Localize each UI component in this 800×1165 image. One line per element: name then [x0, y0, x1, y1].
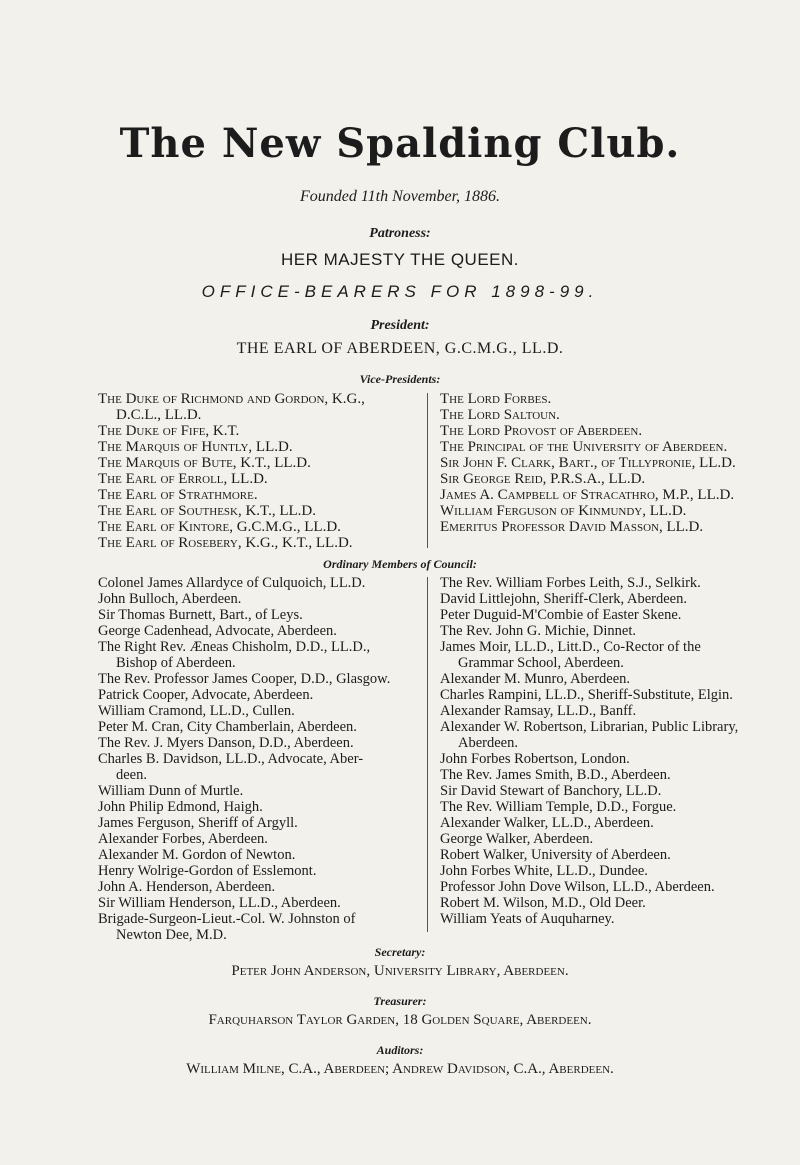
council-item: William Dunn of Murtle.	[98, 783, 244, 799]
council-item: James Ferguson, Sheriff of Argyll.	[98, 815, 298, 831]
council-item: Professor John Dove Wilson, LL.D., Aberdeen.	[440, 879, 715, 895]
vp-item: The Lord Saltoun.	[440, 407, 560, 423]
council-item: John Bulloch, Aberdeen.	[98, 591, 242, 607]
council-item: John Forbes White, LL.D., Dundee.	[440, 863, 648, 879]
council-item: The Rev. James Smith, B.D., Aberdeen.	[440, 767, 671, 783]
vp-item: The Duke of Richmond and Gordon, K.G.,	[98, 391, 365, 407]
council-left	[98, 575, 428, 943]
vp-item: William Ferguson of Kinmundy, LL.D.	[440, 503, 687, 519]
secretary-label: Secretary:	[374, 945, 426, 959]
office-bearers-heading: OFFICE-BEARERS FOR 1898-99.	[201, 282, 599, 301]
council-item: Peter Duguid-M'Combie of Easter Skene.	[440, 607, 682, 623]
council-item: William Cramond, LL.D., Cullen.	[98, 703, 295, 719]
council-item: The Rev. J. Myers Danson, D.D., Aberdeen.	[98, 735, 354, 751]
vp-item: The Earl of Erroll, LL.D.	[98, 471, 268, 487]
vp-item: The Earl of Kintore, G.C.M.G., LL.D.	[98, 519, 341, 535]
secretary-name: Peter John Anderson, University Library, Aberdeen.	[231, 963, 569, 979]
vp-item: Sir John F. Clark, Bart., of Tillypronie, LL.D.	[440, 455, 736, 471]
council-item: Sir William Henderson, LL.D., Aberdeen.	[98, 895, 341, 911]
council-item: James Moir, LL.D., Litt.D., Co-Rector of the	[440, 639, 701, 655]
vp-item: James A. Campbell of Stracathro, M.P., LL.D.	[440, 487, 735, 503]
vp-item: The Earl of Southesk, K.T., LL.D.	[98, 503, 317, 519]
council-item: Brigade-Surgeon-Lieut.-Col. W. Johnston of	[98, 911, 356, 927]
council-item: Patrick Cooper, Advocate, Aberdeen.	[98, 687, 314, 703]
founded-date: Founded 11th November, 1886.	[299, 188, 501, 205]
council-item: Alexander W. Robertson, Librarian, Public Library,	[440, 719, 739, 735]
council-item: John Forbes Robertson, London.	[440, 751, 630, 767]
council-item: The Rev. William Forbes Leith, S.J., Selkirk.	[440, 575, 701, 591]
column-divider	[427, 577, 428, 932]
vp-item: The Lord Forbes.	[440, 391, 552, 407]
vice-presidents-left	[98, 391, 428, 551]
vp-item: Sir George Reid, P.R.S.A., LL.D.	[440, 471, 646, 487]
council-item: John A. Henderson, Aberdeen.	[98, 879, 276, 895]
council-item: George Walker, Aberdeen.	[440, 831, 594, 847]
vp-item: The Marquis of Bute, K.T., LL.D.	[98, 455, 311, 471]
vp-item: The Duke of Fife, K.T.	[98, 423, 240, 439]
council-item: Alexander M. Munro, Aberdeen.	[440, 671, 631, 687]
patroness-name: HER MAJESTY THE QUEEN.	[280, 250, 520, 269]
vice-presidents-label: Vice-Presidents:	[359, 372, 441, 386]
vp-item: The Principal of the University of Aberdeen.	[440, 439, 728, 455]
column-divider	[427, 393, 428, 548]
council-item: Sir David Stewart of Banchory, LL.D.	[440, 783, 662, 799]
council-item: John Philip Edmond, Haigh.	[98, 799, 263, 815]
patroness-label: Patroness:	[369, 226, 431, 241]
council-item: Bishop of Aberdeen.	[116, 655, 236, 671]
council-item: George Cadenhead, Advocate, Aberdeen.	[98, 623, 337, 639]
vp-item: The Marquis of Huntly, LL.D.	[98, 439, 293, 455]
council-item: Aberdeen.	[458, 735, 518, 751]
council-item: Robert Walker, University of Aberdeen.	[440, 847, 671, 863]
council-item: David Littlejohn, Sheriff-Clerk, Aberdeen.	[440, 591, 687, 607]
council-item: Charles B. Davidson, LL.D., Advocate, Aber-	[98, 751, 364, 767]
vp-item: D.C.L., LL.D.	[116, 407, 202, 423]
council-item: Peter M. Cran, City Chamberlain, Aberdeen.	[98, 719, 357, 735]
council-item: The Rev. Professor James Cooper, D.D., Glasgow.	[98, 671, 391, 687]
vp-item: Emeritus Professor David Masson, LL.D.	[440, 519, 704, 535]
treasurer-name: Farquharson Taylor Garden, 18 Golden Square, Aberdeen.	[208, 1012, 592, 1028]
council-item: Alexander Forbes, Aberdeen.	[98, 831, 268, 847]
council-item: The Rev. William Temple, D.D., Forgue.	[440, 799, 677, 815]
vice-presidents-right	[440, 391, 780, 535]
president-name: THE EARL OF ABERDEEN, G.C.M.G., LL.D.	[236, 340, 564, 357]
council-item: The Rev. John G. Michie, Dinnet.	[440, 623, 636, 639]
vp-item: The Earl of Rosebery, K.G., K.T., LL.D.	[98, 535, 353, 551]
council-item: Colonel James Allardyce of Culquoich, LL.D.	[98, 575, 366, 591]
council-item: Grammar School, Aberdeen.	[458, 655, 624, 671]
council-item: Alexander M. Gordon of Newton.	[98, 847, 296, 863]
council-item: Alexander Walker, LL.D., Aberdeen.	[440, 815, 654, 831]
council-label: Ordinary Members of Council:	[323, 557, 477, 571]
council-item: Robert M. Wilson, M.D., Old Deer.	[440, 895, 646, 911]
council-right	[440, 575, 785, 927]
council-item: Newton Dee, M.D.	[116, 927, 227, 943]
council-item: The Right Rev. Æneas Chisholm, D.D., LL.D.,	[98, 639, 371, 655]
auditors-label: Auditors:	[376, 1043, 424, 1057]
president-label: President:	[370, 318, 430, 333]
council-item: William Yeats of Auquharney.	[440, 911, 615, 927]
vp-item: The Earl of Strathmore.	[98, 487, 258, 503]
council-item: Alexander Ramsay, LL.D., Banff.	[440, 703, 637, 719]
club-title: The New Spalding Club.	[119, 120, 681, 167]
council-item: Sir Thomas Burnett, Bart., of Leys.	[98, 607, 303, 623]
council-item: Charles Rampini, LL.D., Sheriff-Substitute, Elgin.	[440, 687, 733, 703]
council-item: deen.	[116, 767, 147, 783]
auditors-name: William Milne, C.A., Aberdeen; Andrew Davidson, C.A., Aberdeen.	[186, 1061, 614, 1077]
council-item: Henry Wolrige-Gordon of Esslemont.	[98, 863, 317, 879]
treasurer-label: Treasurer:	[373, 994, 427, 1008]
vp-item: The Lord Provost of Aberdeen.	[440, 423, 643, 439]
